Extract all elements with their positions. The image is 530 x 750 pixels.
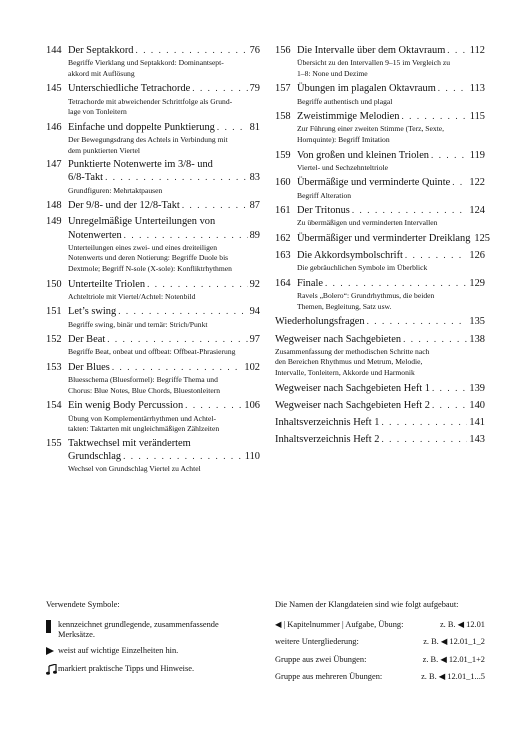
toc-entry-line: [275, 232, 490, 245]
toc-entry-line: [46, 82, 260, 95]
leader-dots: [381, 416, 467, 428]
sound-file-row: [275, 637, 485, 648]
sound-file-example: z. B. ◀ 12.01: [439, 619, 485, 629]
chapter-description: Begriff Alteration: [297, 190, 352, 200]
chapter-title-continued: Notenwerten: [68, 229, 122, 241]
page-number: 141: [469, 416, 485, 428]
chapter-number: 158: [275, 111, 291, 123]
chapter-description: Begriffe swing, binär und ternär: Strich/Punkt: [68, 319, 208, 329]
toc-entry: [46, 82, 260, 116]
leader-dots: [217, 121, 248, 133]
toc-entry-line: [46, 159, 260, 171]
leader-dots: [352, 204, 468, 216]
leader-dots: [123, 450, 243, 462]
chapter-title: Wegweiser nach Sachgebieten Heft 1: [275, 382, 430, 394]
page-number: 87: [249, 200, 260, 212]
chapter-title: Der Blues: [68, 361, 110, 373]
toc-entry: [275, 82, 485, 106]
toc-entry-line: [46, 171, 260, 184]
chapter-title: Der Tritonus: [297, 205, 350, 217]
toc-entry: [46, 44, 260, 78]
leader-dots: [107, 333, 247, 345]
chapter-description: Tetrachorde mit abweichender Schrittfolge als Grund-: [68, 96, 233, 106]
leader-dots: [325, 277, 467, 289]
leader-dots: [147, 278, 248, 290]
toc-entry: [275, 44, 485, 78]
sound-file-label: weitere Untergliederung:: [275, 637, 359, 647]
leader-dots: [432, 399, 467, 411]
chapter-number: 148: [46, 200, 62, 212]
toc-entry: [275, 204, 485, 228]
chapter-description: Themen, Begleitung, Satz usw.: [297, 301, 392, 311]
page-number: 81: [249, 121, 260, 133]
chapter-number: 160: [275, 177, 291, 189]
chapter-number: 147: [46, 159, 62, 171]
chapter-description: lage von Tonleitern: [68, 107, 127, 117]
page-number: 89: [249, 229, 260, 241]
sound-file-label: ◀ | Kapitelnummer | Aufgabe, Übung:: [275, 619, 404, 629]
toc-entry: [275, 433, 485, 446]
chapter-description: Übung von Komplementärrhythmen und Achtel-: [68, 413, 217, 423]
page-number: 97: [249, 334, 260, 346]
chapter-number: 154: [46, 400, 62, 412]
toc-entry-line: [275, 82, 485, 95]
chapter-number: 164: [275, 277, 291, 289]
chapter-description: Dextmole; Begriff N-sole (X-sole): Konfliktrhythmen: [68, 263, 232, 273]
page-number: 139: [469, 382, 485, 394]
page-number: 125: [474, 232, 490, 244]
toc-entry: [275, 277, 485, 311]
chapter-number: 153: [46, 361, 62, 373]
toc-entry-line: [46, 333, 260, 346]
page-number: 129: [469, 277, 485, 289]
leader-dots: [401, 110, 467, 122]
chapter-title: Einfache und doppelte Punktierung: [68, 121, 215, 133]
sound-file-row: [275, 672, 485, 683]
toc-entry-line: [46, 229, 260, 242]
toc-entry-line: [275, 44, 485, 57]
toc-left-column: [46, 44, 260, 478]
chapter-number: 144: [46, 45, 62, 56]
symbol-row-merksatz: [46, 620, 256, 641]
chapter-title: Übermäßiger und verminderter Dreiklang: [297, 232, 471, 244]
chapter-description: Zusammenfassung der methodischen Schritte nach: [275, 346, 430, 356]
pointer-triangle-icon: [46, 646, 58, 660]
leader-dots: [112, 361, 243, 373]
chapter-number: 149: [46, 216, 62, 228]
chapter-number: 152: [46, 334, 62, 346]
toc-entry-line: [46, 121, 260, 134]
toc-entry-line: [46, 216, 260, 228]
chapter-description: Übersicht zu den Intervallen 9–15 im Vergleich zu: [297, 58, 451, 68]
page-number: 79: [249, 83, 260, 95]
chapter-title: Taktwechsel mit verändertem: [68, 437, 191, 449]
chapter-description: Begriffe Vierklang und Septakkord: Dominantsept-: [68, 58, 224, 68]
chapter-description: 1–8: None und Dezime: [297, 68, 368, 78]
chapter-description: Begriffe authentisch und plagal: [297, 96, 393, 106]
chapter-title: Inhaltsverzeichnis Heft 1: [275, 416, 380, 428]
chapter-description: Der Bewegungsdrang des Achtels in Verbindung mit: [68, 134, 228, 144]
leader-dots: [192, 82, 247, 94]
chapter-title: Wegweiser nach Sachgebieten: [275, 333, 402, 345]
toc-entry: [275, 149, 485, 173]
chapter-description: Achteltriole mit Viertel/Achtel: Notenbild: [68, 291, 196, 301]
chapter-description: Unterteilungen eines zwei- und eines dreiteiligen: [68, 242, 218, 252]
toc-entry: [275, 416, 485, 429]
chapter-description: Die gebräuchlichen Symbole im Überblick: [297, 263, 428, 273]
chapter-number: 162: [275, 232, 291, 244]
page-number: 143: [469, 434, 485, 446]
chapter-title: Unterschiedliche Tetrachorde: [68, 83, 191, 95]
toc-entry-line: [46, 450, 260, 463]
symbol-text-details: weist auf wichtige Einzelheiten hin.: [58, 645, 179, 655]
toc-entry-line: [275, 416, 485, 429]
sound-files-legend: [275, 600, 485, 690]
leader-dots: [452, 176, 467, 188]
toc-entry: [275, 382, 485, 395]
chapter-title: Die Akkordsymbolschrift: [297, 250, 403, 262]
chapter-number: 159: [275, 149, 291, 161]
toc-entry-line: [46, 438, 260, 450]
page-number: 126: [469, 250, 485, 262]
chapter-title: Die Intervalle über dem Oktavraum: [297, 45, 446, 56]
leader-dots: [185, 399, 242, 411]
chapter-description: den Bereichen Rhythmus und Metrum, Melodie,: [275, 357, 423, 367]
chapter-number: 146: [46, 121, 62, 133]
music-note-icon: [46, 664, 58, 679]
page-number: 110: [244, 450, 260, 462]
chapter-title: Let’s swing: [68, 306, 117, 318]
leader-dots: [118, 305, 247, 317]
sound-files-heading: Die Namen der Klangdateien sind wie folgt aufgebaut:: [275, 600, 459, 609]
leader-dots: [124, 229, 248, 241]
chapter-title: Punktierte Notenwerte im 3/8- und: [68, 159, 213, 171]
chapter-description: Viertel- und Sechzehnteltriole: [297, 162, 389, 172]
toc-entry: [46, 399, 260, 433]
page-number: 135: [469, 316, 485, 328]
leader-dots: [182, 199, 248, 211]
toc-entry-line: [275, 277, 485, 290]
toc-entry-line: [275, 149, 485, 162]
chapter-title: Der 9/8- und der 12/8-Takt: [68, 200, 180, 212]
toc-entry: [46, 333, 260, 357]
chapter-description: Grundfiguren: Mehrtaktpausen: [68, 185, 163, 195]
chapter-title: Zweistimmige Melodien: [297, 111, 400, 123]
toc-entry: [275, 176, 485, 200]
toc-entry: [46, 361, 260, 395]
toc-entry: [46, 278, 260, 302]
chapter-number: 161: [275, 205, 291, 217]
page-number: 94: [249, 306, 260, 318]
symbols-heading: Verwendete Symbole:: [46, 600, 120, 609]
chapter-description: Bluesschema (Bluesformel): Begriffe Thema und: [68, 375, 218, 385]
leader-dots: [105, 171, 248, 183]
leader-dots: [136, 44, 248, 56]
leader-dots: [403, 333, 467, 345]
toc-entry: [46, 121, 260, 155]
chapter-title-continued: 6/8-Takt: [68, 172, 104, 184]
page-number: 138: [469, 333, 485, 345]
toc-entry: [46, 199, 260, 212]
page-number: 113: [469, 83, 485, 95]
sound-file-label: Gruppe aus mehreren Übungen:: [275, 672, 383, 682]
toc-entry: [46, 305, 260, 329]
page-number: 115: [469, 111, 485, 123]
symbols-legend: [46, 600, 256, 684]
chapter-number: 157: [275, 83, 291, 95]
chapter-description: dem punktierten Viertel: [68, 145, 140, 155]
chapter-title: Wiederholungsfragen: [275, 316, 365, 328]
page-number: 92: [249, 278, 260, 290]
page-number: 106: [244, 400, 260, 412]
chapter-title: Unterteilte Triolen: [68, 278, 146, 290]
leader-dots: [405, 249, 467, 261]
symbol-row-details: [46, 646, 256, 660]
toc-entry: [275, 399, 485, 412]
chapter-number: 151: [46, 306, 62, 318]
page-number: 112: [469, 45, 485, 56]
toc-entry: [46, 438, 260, 474]
toc-entry-line: [275, 315, 485, 328]
black-bar-icon: [46, 620, 58, 641]
chapter-description: Zu übermäßigen und verminderten Intervallen: [297, 218, 438, 228]
toc-entry-line: [275, 176, 485, 189]
chapter-title: Ein wenig Body Percussion: [68, 400, 184, 412]
sound-file-example: z. B. ◀ 12.01_1_2: [423, 637, 485, 647]
toc-entry-line: [46, 361, 260, 374]
toc-entry-line: [46, 399, 260, 412]
chapter-description: Begriffe Beat, onbeat und offbeat: Offbeat-Phrasierung: [68, 347, 236, 357]
chapter-description: Ravels „Bolero“: Grundrhythmus, die beiden: [297, 291, 435, 301]
chapter-title: Der Septakkord: [68, 45, 134, 56]
page-number: 83: [249, 172, 260, 184]
page-number: 102: [244, 361, 260, 373]
page-number: 122: [469, 177, 485, 189]
toc-entry: [46, 159, 260, 195]
sound-file-row: [275, 620, 485, 631]
toc-entry: [275, 232, 490, 245]
toc-entry-line: [46, 199, 260, 212]
toc-entry-line: [46, 44, 260, 57]
chapter-title: Wegweiser nach Sachgebieten Heft 2: [275, 399, 430, 411]
chapter-description: Wechsel von Grundschlag Viertel zu Achtel: [68, 464, 201, 474]
toc-entry-line: [275, 382, 485, 395]
page-number: 140: [469, 399, 485, 411]
page-number: 124: [469, 205, 485, 217]
sound-file-row: [275, 655, 485, 666]
chapter-title: Von großen und kleinen Triolen: [297, 149, 429, 161]
chapter-description: akkord mit Auflösung: [68, 68, 135, 78]
chapter-title: Finale: [297, 277, 323, 289]
toc-entry-line: [275, 399, 485, 412]
chapter-description: Notenwerts und deren Notierung: Begriffe Duole bis: [68, 253, 229, 263]
chapter-title: Inhaltsverzeichnis Heft 2: [275, 434, 380, 446]
toc-entry-line: [275, 249, 485, 262]
page-number: 76: [249, 45, 260, 56]
chapter-number: 163: [275, 250, 291, 262]
chapter-description: Chorus: Blue Notes, Blue Chords, Bluestonleitern: [68, 385, 221, 395]
leader-dots: [432, 382, 467, 394]
sound-file-example: z. B. ◀ 12.01_1...5: [421, 672, 485, 682]
chapter-description: Hornquinte): Begriff Imitation: [297, 134, 390, 144]
leader-dots: [367, 315, 468, 327]
toc-entry-line: [275, 204, 485, 217]
chapter-title: Unregelmäßige Unterteilungen von: [68, 216, 216, 228]
sound-file-example: z. B. ◀ 12.01_1+2: [422, 654, 485, 664]
toc-entry-line: [275, 333, 485, 346]
symbol-text-merksatz: kennzeichnet grundlegende, zusammenfassende Merksätze.: [58, 619, 219, 640]
chapter-number: 155: [46, 437, 62, 449]
toc-entry-line: [275, 433, 485, 446]
page-number: 119: [469, 149, 485, 161]
toc-entry: [275, 333, 485, 378]
chapter-number: 145: [46, 83, 62, 95]
symbol-row-tips: [46, 664, 256, 679]
chapter-description: Intervalle, Tonleitern, Akkorde und Harmonik: [275, 367, 415, 377]
toc-entry: [46, 216, 260, 273]
chapter-title: Der Beat: [68, 334, 106, 346]
toc-entry: [275, 249, 485, 273]
chapter-title: Übungen im plagalen Oktavraum: [297, 83, 436, 95]
chapter-title-continued: Grundschlag: [68, 450, 122, 462]
leader-dots: [447, 44, 468, 56]
leader-dots: [431, 149, 468, 161]
sound-file-label: Gruppe aus zwei Übungen:: [275, 654, 367, 664]
toc-entry: [275, 315, 485, 328]
toc-entry-line: [46, 278, 260, 291]
toc-entry: [275, 110, 485, 144]
toc-right-column: [275, 44, 490, 450]
leader-dots: [381, 433, 467, 445]
leader-dots: [438, 82, 468, 94]
chapter-description: takten: Taktarten mit ungleichmäßigen Zählzeiten: [68, 424, 220, 434]
chapter-number: 156: [275, 45, 291, 56]
toc-entry-line: [46, 305, 260, 318]
chapter-description: Zur Führung einer zweiten Stimme (Terz, Sexte,: [297, 124, 445, 134]
chapter-title: Übermäßige und verminderte Quinte: [297, 177, 451, 189]
chapter-number: 150: [46, 278, 62, 290]
toc-entry-line: [275, 110, 485, 123]
symbol-text-tips: markiert praktische Tipps und Hinweise.: [58, 664, 195, 674]
